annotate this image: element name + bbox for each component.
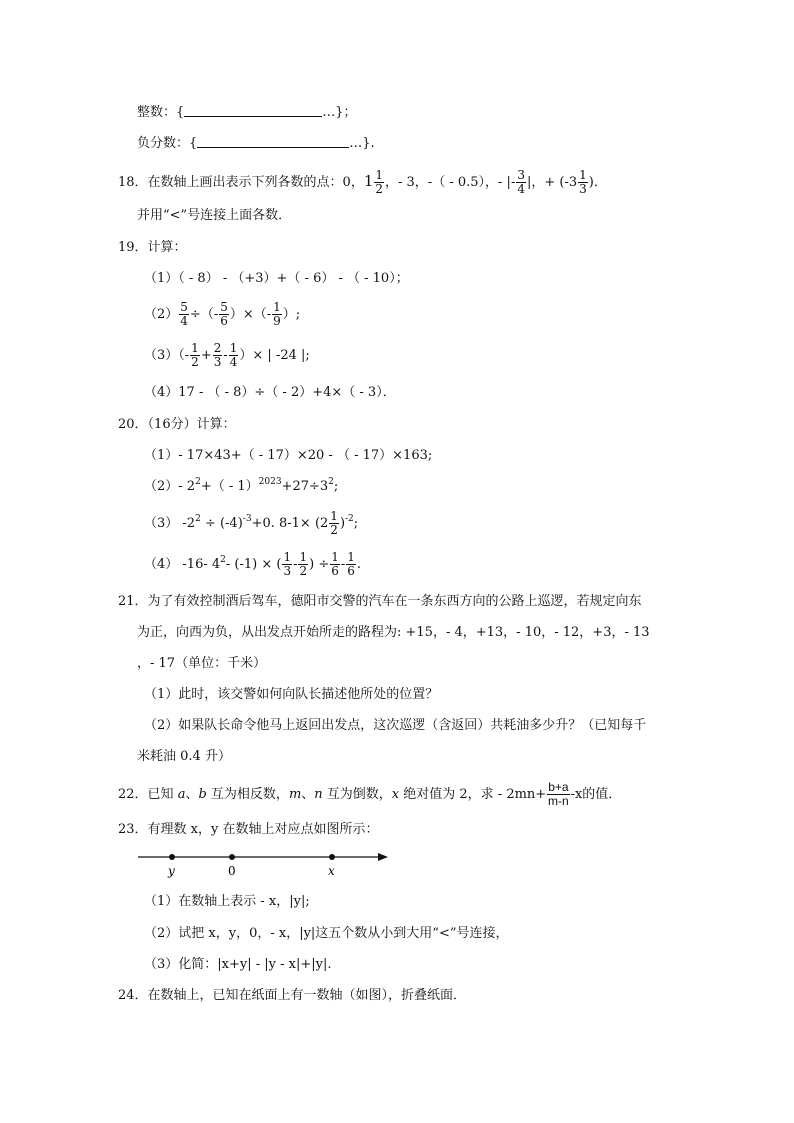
q19-p3-end: ）× | -24 |; xyxy=(239,348,310,363)
q22-var-b: b xyxy=(198,787,207,802)
negfrac-blank[interactable] xyxy=(197,135,349,148)
q20-p3-b: ÷ (-4) xyxy=(200,516,243,531)
q18-text-b: ，- 3，-（ - 0.5），- |- xyxy=(385,175,516,190)
q21-line-2: 为正，向西为负，从出发点开始所走的路程为: +15，- 4，+13，- 10，- 12，+3，- 13 xyxy=(137,625,650,640)
q20-p4-exp-1: 2 xyxy=(220,555,226,565)
q21-part-1: （1）此时，该交警如何向队长描述他所处的位置？ xyxy=(144,687,439,702)
question-20-title xyxy=(118,416,236,434)
q20-p3-a: （3） -2 xyxy=(144,516,196,531)
integer-end: …}； xyxy=(322,105,357,120)
q18-text-a: 在数轴上画出表示下列各数的点：0， xyxy=(147,175,364,190)
q20-part-3 xyxy=(144,507,358,541)
q23-title: 有理数 x，y 在数轴上对应点如图所示： xyxy=(147,822,379,837)
point-x xyxy=(329,854,335,860)
q18-fraction-2: $\frac{3}{4}$ xyxy=(517,168,525,196)
q20-p3-exp-3: -2 xyxy=(345,514,354,524)
q18-text-c: |，+ (-3 xyxy=(526,175,578,190)
q20-p2-exp-2: 2023 xyxy=(258,477,282,487)
q20-number: 20． xyxy=(118,417,148,432)
label-y: y xyxy=(168,864,175,878)
q19-p2-fraction-3: $\frac{1}{9}$ xyxy=(273,300,281,328)
q22-var-m: m xyxy=(288,787,302,802)
q22-var-x: x xyxy=(391,787,400,802)
q20-part-2 xyxy=(144,478,338,496)
q19-title: 计算： xyxy=(147,240,187,255)
q20-p4-fraction-1: $\frac{1}{3}$ xyxy=(283,550,292,578)
q22-text-f: 绝对值为 2，求 - 2mn+ xyxy=(399,787,547,802)
q24-number: 24． xyxy=(118,988,148,1003)
number-line-arrow-icon xyxy=(378,853,388,861)
q20-p4-fraction-4: $\frac{1}{6}$ xyxy=(347,550,355,578)
q21-part-2-line-2: 米耗油 0.4 升） xyxy=(137,749,231,764)
q20-part-1: （1）- 17×43+（ - 17）×20 - （ - 17）×163; xyxy=(144,448,433,463)
q20-p4-a: （4） -16- 4 xyxy=(144,557,221,572)
q22-text-g: -x的值． xyxy=(570,787,622,802)
q20-p4-minus-2: - xyxy=(340,557,346,572)
q18-line-2: 并用“<”号连接上面各数． xyxy=(137,208,292,223)
q21-line-3: ，- 17（单位：千米） xyxy=(137,656,267,671)
question-24 xyxy=(118,987,466,1005)
q18-fraction-3: $\frac{1}{3}$ xyxy=(579,168,587,196)
q20-p2-d: ; xyxy=(333,479,339,494)
q19-p3-minus: - xyxy=(223,348,228,363)
q20-p3-exp-2: -3 xyxy=(242,514,252,524)
q20-part-4 xyxy=(144,548,361,582)
q20-p3-d: ) xyxy=(339,516,346,531)
negfrac-end: …}. xyxy=(349,136,375,151)
q23-title-line xyxy=(118,821,379,839)
q19-part-3 xyxy=(144,339,310,373)
point-y xyxy=(169,854,175,860)
q21-text-1: 为了有效控制酒后驾车，德阳市交警的汽车在一条东西方向的公路上巡逻，若规定向东 xyxy=(147,594,642,609)
q20-p2-c: +27÷3 xyxy=(281,479,329,494)
q19-p2-mid-2: ）×（- xyxy=(229,307,272,322)
q20-p3-end: ; xyxy=(353,516,359,531)
negfrac-label: 负分数：{ xyxy=(137,136,198,151)
q21-number: 21． xyxy=(118,594,148,609)
q19-p3-plus: + xyxy=(200,348,212,363)
q22-text-b: 、 xyxy=(185,787,199,802)
q19-part-2 xyxy=(144,298,300,332)
q23-part-2: （2）试把 x，y，0，- x，|y|这五个数从小到大用“<”号连接， xyxy=(144,926,509,941)
q19-p3-fraction-1: $\frac{1}{2}$ xyxy=(191,341,199,369)
q22-text-d: 、 xyxy=(301,787,315,802)
integer-line xyxy=(137,104,357,122)
q19-part-1: （1）（ - 8） - （+3）+（ - 6） - （ - 10）； xyxy=(144,271,409,286)
q19-part-4: （4）17 - （ - 8）÷（ - 2）+4×（ - 3）． xyxy=(144,385,396,400)
q19-p3-fraction-2: $\frac{2}{3}$ xyxy=(213,341,222,369)
q23-part-1: （1）在数轴上表示 - x，|y|; xyxy=(144,894,310,909)
question-22 xyxy=(118,778,621,812)
q22-number: 22． xyxy=(118,787,148,802)
q19-number: 19． xyxy=(118,240,148,255)
q18-text-d: )． xyxy=(588,175,607,190)
label-0: 0 xyxy=(228,864,236,878)
q20-p3-exp-1: 2 xyxy=(195,514,201,524)
q19-p3-fraction-3: $\frac{1}{4}$ xyxy=(229,341,238,369)
q22-text-a: 已知 xyxy=(147,787,178,802)
q22-fraction: $\frac{b+a}{m-n}$ xyxy=(548,780,569,808)
q20-p4-minus: - xyxy=(293,557,298,572)
number-line-figure xyxy=(130,846,400,880)
q20-p2-b: +（ - 1） xyxy=(200,479,259,494)
q19-p2-fraction-2: $\frac{5}{6}$ xyxy=(220,300,228,328)
q18-number: 18． xyxy=(118,175,148,190)
q20-p2-exp-1: 2 xyxy=(195,477,201,487)
q20-p4-fraction-3: $\frac{1}{6}$ xyxy=(331,550,339,578)
integer-label: 整数：{ xyxy=(137,105,185,120)
q20-p4-b: - (-1) × ( xyxy=(225,557,282,572)
q20-p4-fraction-2: $\frac{1}{2}$ xyxy=(299,550,308,578)
question-19-title xyxy=(118,239,187,257)
q20-p2-a: （2）- 2 xyxy=(144,479,196,494)
q22-text-c: 互为相反数， xyxy=(206,787,289,802)
q22-var-n: n xyxy=(314,787,323,802)
q20-title: （16分）计算： xyxy=(147,417,236,432)
q21-part-2-line-1: （2）如果队长命令他马上返回出发点，这次巡逻（含返回）共耗油多少升？（已知每千 xyxy=(144,718,647,733)
integer-blank[interactable] xyxy=(184,104,322,117)
question-18 xyxy=(118,167,607,197)
point-origin xyxy=(229,854,235,860)
q19-p2-mid-1: ÷（- xyxy=(189,307,219,322)
q23-part-3: （3）化简：|x+y| - |y - x|+|y|. xyxy=(144,957,332,972)
q19-p2-end: ）; xyxy=(282,307,301,322)
q22-var-a: a xyxy=(177,787,186,802)
q19-p2-fraction-1: $\frac{5}{4}$ xyxy=(180,300,188,328)
q20-p4-end: . xyxy=(356,557,362,572)
negative-fraction-line xyxy=(137,135,375,153)
q20-p3-fraction: $\frac{1}{2}$ xyxy=(330,509,338,537)
q20-p2-exp-3: 2 xyxy=(328,477,334,487)
q24-text: 在数轴上，已知在纸面上有一数轴（如图），折叠纸面． xyxy=(147,988,467,1003)
q18-fraction-1: $\frac{1}{2}$ xyxy=(375,168,384,196)
q19-p3-label: （3）（- xyxy=(144,348,190,363)
q19-p2-label: （2） xyxy=(144,307,179,322)
label-x: x xyxy=(328,864,335,878)
q21-line-1 xyxy=(118,593,642,611)
q20-p4-c: ) ÷ xyxy=(309,557,330,572)
q20-p3-c: +0. 8-1× (2 xyxy=(251,516,329,531)
q23-number: 23． xyxy=(118,822,148,837)
q18-whole: 1 xyxy=(363,172,374,190)
q22-text-e: 互为倒数， xyxy=(322,787,392,802)
